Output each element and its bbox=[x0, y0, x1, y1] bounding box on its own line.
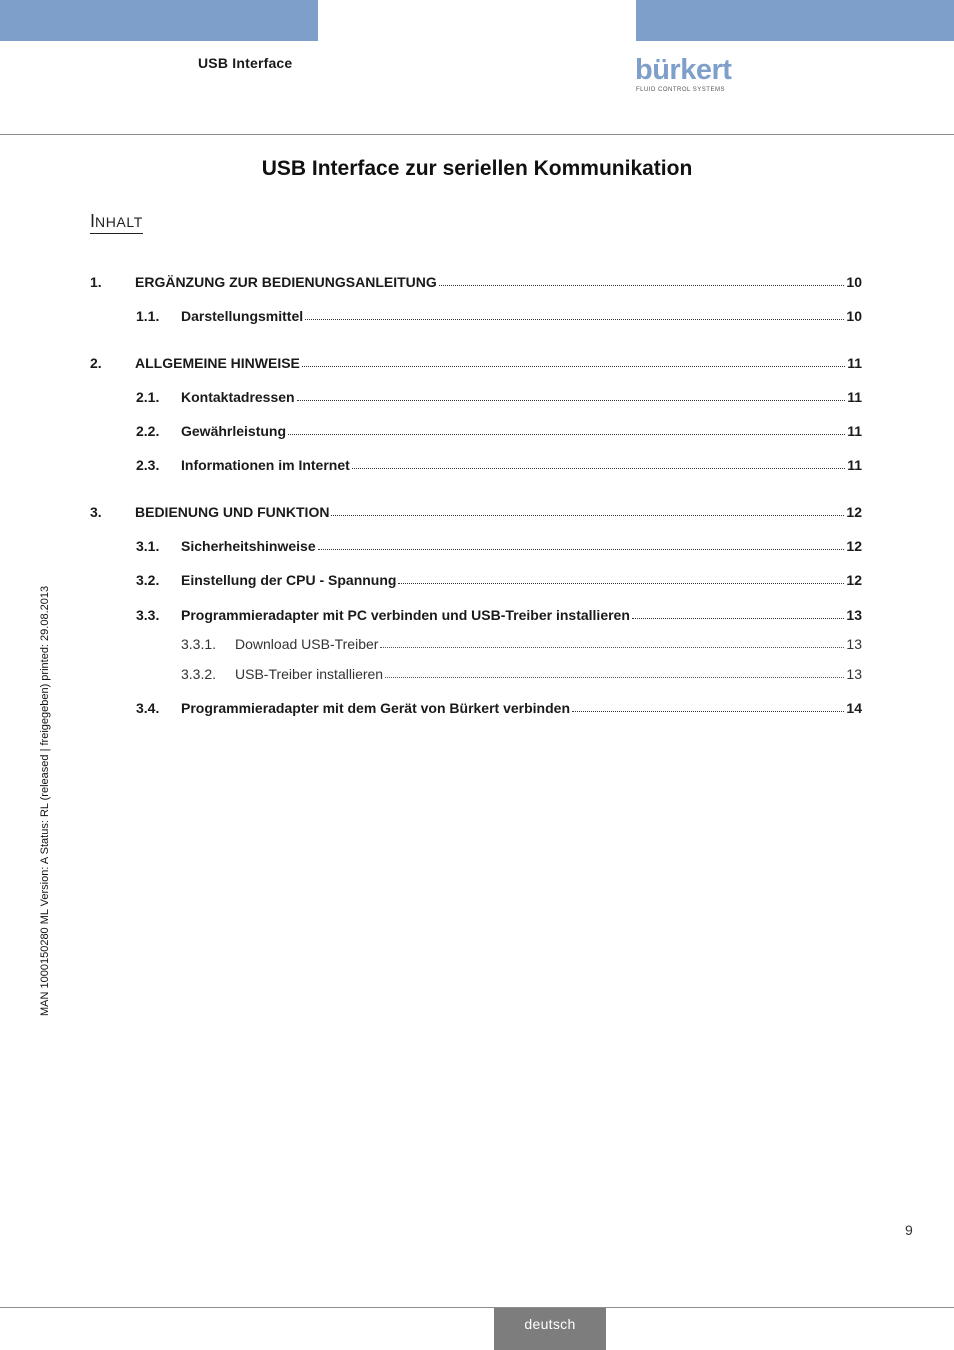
toc-page: 11 bbox=[847, 355, 862, 371]
toc-title: BEDIENUNG UND FUNKTION bbox=[135, 504, 330, 520]
toc-leader bbox=[385, 667, 844, 678]
toc-page: 11 bbox=[847, 423, 862, 439]
toc-page: 12 bbox=[846, 504, 862, 520]
footer-divider bbox=[0, 1307, 954, 1308]
toc-number: 3.4. bbox=[136, 700, 160, 716]
toc-number: 2.2. bbox=[136, 423, 160, 439]
toc-entry[interactable] bbox=[181, 666, 862, 682]
toc-leader bbox=[572, 701, 844, 712]
toc-number: 3. bbox=[90, 504, 102, 520]
toc-title: Darstellungsmittel bbox=[181, 308, 304, 324]
toc-title: ALLGEMEINE HINWEISE bbox=[135, 355, 300, 371]
toc-page: 11 bbox=[847, 389, 862, 405]
toc-leader bbox=[288, 424, 845, 435]
toc-entry[interactable] bbox=[90, 274, 862, 290]
toc-entry[interactable] bbox=[136, 389, 862, 405]
toc-number: 1.1. bbox=[136, 308, 160, 324]
toc-page: 13 bbox=[846, 607, 862, 623]
page-number: 9 bbox=[905, 1222, 913, 1238]
section-heading-initial: I bbox=[90, 211, 96, 231]
toc-entry[interactable] bbox=[136, 572, 862, 588]
toc-title: Einstellung der CPU - Spannung bbox=[181, 572, 397, 588]
toc-entry[interactable] bbox=[136, 423, 862, 439]
toc-number: 2.1. bbox=[136, 389, 160, 405]
toc-entry[interactable] bbox=[90, 355, 862, 371]
burkert-logo bbox=[635, 54, 745, 98]
toc-title: Kontaktadressen bbox=[181, 389, 295, 405]
section-heading-inhalt bbox=[90, 210, 143, 234]
toc-number: 2.3. bbox=[136, 457, 160, 473]
toc-title: Download USB-Treiber bbox=[235, 636, 379, 652]
toc-number: 2. bbox=[90, 355, 102, 371]
header-divider bbox=[0, 134, 954, 135]
toc-leader bbox=[380, 637, 844, 648]
logo-tagline: FLUID CONTROL SYSTEMS bbox=[636, 87, 725, 93]
toc-title: Programmieradapter mit dem Gerät von Bürkert verbinden bbox=[181, 700, 570, 716]
toc-leader bbox=[352, 458, 845, 469]
toc-title: Gewährleistung bbox=[181, 423, 287, 439]
toc-title: Programmieradapter mit PC verbinden und USB-Treiber installieren bbox=[181, 607, 630, 623]
toc-leader bbox=[439, 275, 845, 286]
toc-entry[interactable] bbox=[136, 308, 862, 324]
top-accent-bar-right bbox=[636, 0, 954, 41]
toc-page: 13 bbox=[846, 636, 862, 652]
toc-entry[interactable] bbox=[136, 538, 862, 554]
toc-entry[interactable] bbox=[136, 457, 862, 473]
toc-number: 3.1. bbox=[136, 538, 160, 554]
toc-title: Sicherheitshinweise bbox=[181, 538, 316, 554]
language-tab: deutsch bbox=[494, 1308, 606, 1350]
toc-number: 1. bbox=[90, 274, 102, 290]
document-side-info: MAN 1000150280 ML Version: A Status: RL (released | freigegeben) printed: 29.08.2013 bbox=[39, 585, 51, 1016]
toc-title: USB-Treiber installieren bbox=[235, 666, 384, 682]
toc-entry[interactable] bbox=[90, 504, 862, 520]
toc-leader bbox=[318, 539, 845, 550]
section-heading-rest: NHALT bbox=[95, 214, 143, 230]
toc-leader bbox=[297, 390, 846, 401]
toc-entry[interactable] bbox=[136, 700, 862, 716]
toc-leader bbox=[331, 505, 844, 516]
toc-page: 12 bbox=[846, 538, 862, 554]
toc-entry[interactable] bbox=[136, 607, 862, 623]
toc-title: Informationen im Internet bbox=[181, 457, 350, 473]
toc-page: 10 bbox=[846, 274, 862, 290]
toc-leader bbox=[302, 356, 845, 367]
toc-entry[interactable] bbox=[181, 636, 862, 652]
toc-leader bbox=[632, 608, 845, 619]
toc-page: 11 bbox=[847, 457, 862, 473]
toc-number: 3.3.1. bbox=[181, 636, 217, 652]
toc-page: 13 bbox=[846, 666, 862, 682]
toc-page: 12 bbox=[846, 572, 862, 588]
toc-title: ERGÄNZUNG ZUR BEDIENUNGSANLEITUNG bbox=[135, 274, 437, 290]
toc-number: 3.3.2. bbox=[181, 666, 217, 682]
logo-wordmark: bürkert bbox=[635, 54, 732, 86]
toc-leader bbox=[305, 309, 844, 320]
toc-number: 3.3. bbox=[136, 607, 160, 623]
top-accent-bar-left bbox=[0, 0, 318, 41]
toc-leader bbox=[398, 573, 844, 584]
document-title: USB Interface zur seriellen Kommunikation bbox=[261, 157, 693, 180]
header-title: USB Interface bbox=[198, 55, 293, 71]
toc-page: 10 bbox=[846, 308, 862, 324]
toc-page: 14 bbox=[846, 700, 862, 716]
toc-number: 3.2. bbox=[136, 572, 160, 588]
